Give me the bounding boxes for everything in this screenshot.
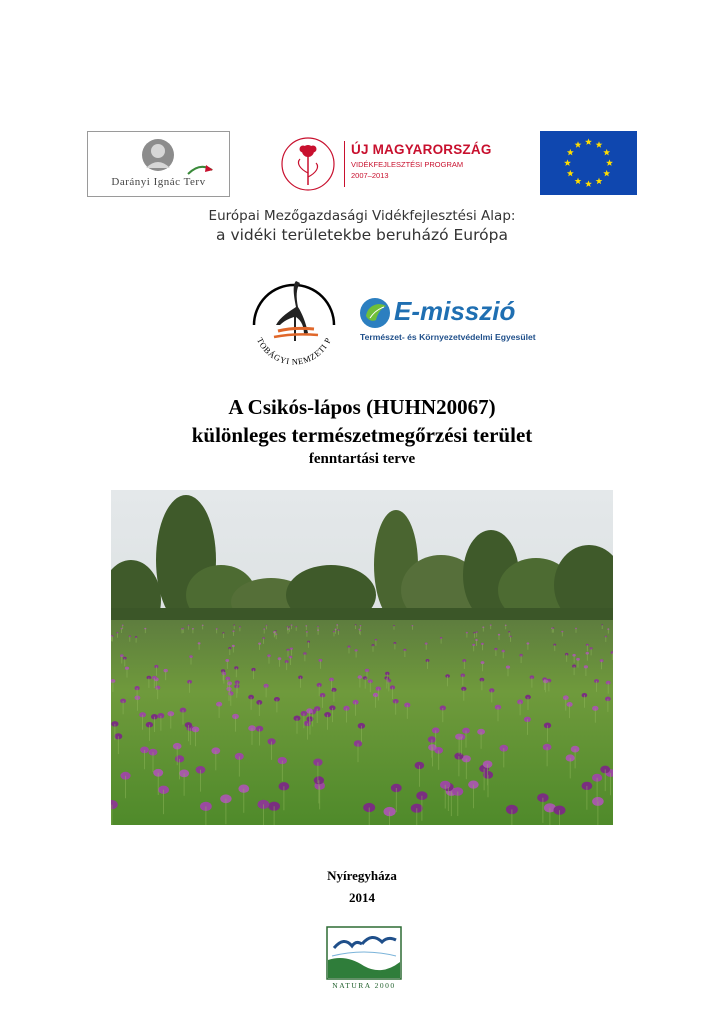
fund-statement <box>0 207 724 245</box>
eu-star <box>575 178 582 185</box>
eu-star <box>603 149 610 156</box>
document-title <box>0 393 724 469</box>
eu-star <box>564 159 571 166</box>
e-misszio-subtitle: Természet- és Környezetvédelmi Egyesület <box>360 332 536 342</box>
darany-logo-text: Darányi Ignác Terv <box>111 176 206 188</box>
eu-star <box>567 149 574 156</box>
eu-star <box>575 141 582 148</box>
eu-star <box>585 180 592 187</box>
title-line-1: A Csikós-lápos (HUHN20067) <box>228 395 496 419</box>
eu-star <box>606 159 613 166</box>
flower-emblem-icon <box>278 133 342 195</box>
title-line-3: fenntartási terve <box>308 451 416 467</box>
hortobagyi-nemzeti-park-logo <box>238 267 350 379</box>
e-misszio-brand: E-misszió <box>394 296 516 326</box>
uj-magyarorszag-program: VIDÉKFEJLESZTÉSI PROGRAM <box>351 160 464 169</box>
eu-star <box>596 141 603 148</box>
eu-flag-icon <box>540 131 637 195</box>
publication-year: 2014 <box>349 890 375 905</box>
uj-magyarorszag-title: ÚJ MAGYARORSZÁG <box>351 142 492 157</box>
darany-ignac-terv-logo <box>87 131 230 197</box>
natura-2000-logo <box>326 926 402 992</box>
fund-line-1: Európai Mezőgazdasági Vidékfejlesztési Alap: <box>208 208 516 224</box>
uj-magyarorszag-years: 2007–2013 <box>351 171 389 180</box>
meadow-photo <box>111 490 613 825</box>
eu-star <box>603 170 610 177</box>
earth-leaf-icon <box>358 296 392 330</box>
logo-divider <box>344 141 345 187</box>
birds-over-wetland-icon <box>326 926 402 982</box>
title-line-2: különleges természetmegőrzési terület <box>191 423 533 447</box>
eu-star <box>567 170 574 177</box>
fund-line-2: a vidéki területekbe beruházó Európa <box>216 226 508 244</box>
natura-2000-label: NATURA 2000 <box>332 981 396 990</box>
e-misszio-logo <box>356 294 546 348</box>
hnp-ring-text: TOBÁGYI NEMZETI P <box>255 335 333 367</box>
uj-magyarorszag-logo <box>278 133 518 195</box>
eu-star <box>596 178 603 185</box>
portrait-icon <box>88 132 229 176</box>
place-name: Nyíregyháza <box>327 868 397 883</box>
eu-star <box>585 138 592 145</box>
